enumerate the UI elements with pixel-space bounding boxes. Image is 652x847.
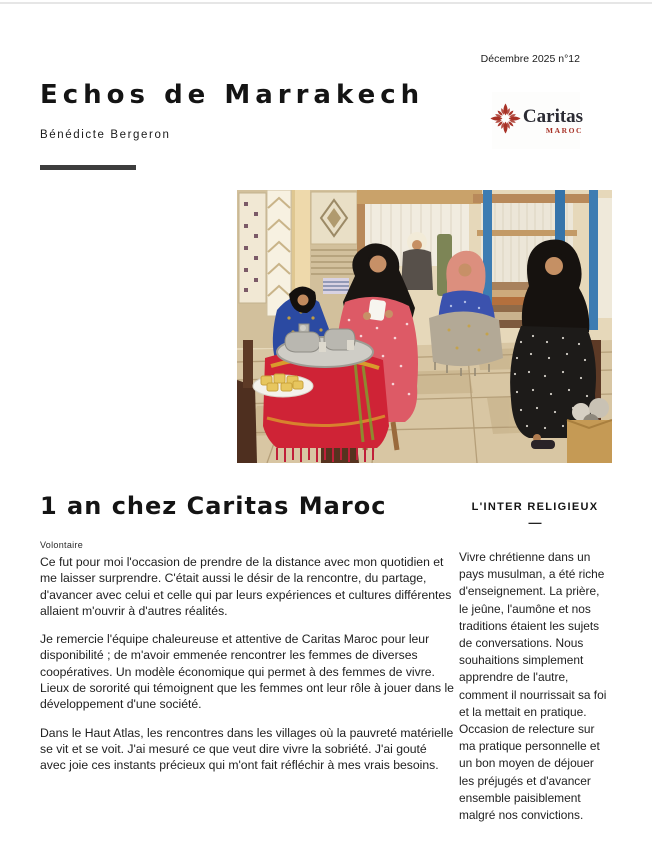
article-kicker: Volontaire — [40, 540, 84, 550]
workshop-photo — [237, 190, 612, 463]
article-title: 1 an chez Caritas Maroc — [40, 492, 387, 520]
workshop-photo-illustration — [237, 190, 612, 463]
sidebar-divider-dash: — — [528, 515, 542, 530]
byline: Bénédicte Bergeron — [40, 129, 171, 141]
logo-text — [523, 107, 583, 135]
caritas-maroc-logo — [492, 92, 584, 149]
title-divider-bar — [40, 165, 136, 170]
sidebar-title: L'INTER RELIGIEUX — [471, 501, 599, 513]
logo-wordmark: Caritas — [522, 105, 584, 127]
issue-date: Décembre 2025 n°12 — [480, 53, 580, 65]
sidebar-body: Vivre chrétienne dans un pays musulman, a été riche d'enseignement. La prière, le jeûne, l'aumône et nos traditions étaient les sujets de conversations. Nous souhaitions simplement apprendre de l'autre, comment il nourrissait sa foi et la mettait en pratique. Occasion de relecture sur ma pratique personnelle et un bon moyen de déjouer les préjugés et d'avancer ensemble paisiblement malgré nos convictions. — [459, 550, 607, 823]
article-paragraph: Je remercie l'équipe chaleureuse et attentive de Caritas Maroc pour leur disponibilité ; de m'avoir emmenée rencontrer les femmes de diverses coopératives. Un modèle économique qui permet à des femmes de vivre. Lieux de sororité qui témoignent que les femmes ont leur rôle à jouer dans le développement d'une société. — [40, 632, 454, 712]
article-paragraph: Dans le Haut Atlas, les rencontres dans les villages où la pauvreté matérielle se vit et se voit. J'ai mesuré ce que veut dire vivre la sobriété. J'ai gouté avec joie ces instants précieux qui m'ont fait réfléchir à mes vrais besoins. — [40, 725, 454, 773]
article-body — [40, 554, 454, 786]
caritas-flame-cross-icon — [489, 101, 522, 141]
page-top-border — [0, 2, 652, 4]
article-paragraph: Ce fut pour moi l'occasion de prendre de la distance avec mon quotidien et me laisser surprendre. C'était aussi le désir de la rencontre, du partage, d'avancer avec celui et celle qui par leurs expériences et cultures différentes allaient m'ouvrir à d'autres réalités. — [40, 555, 452, 618]
page-title: Echos de Marrakech — [40, 80, 425, 110]
logo-country: MAROC — [545, 125, 584, 135]
